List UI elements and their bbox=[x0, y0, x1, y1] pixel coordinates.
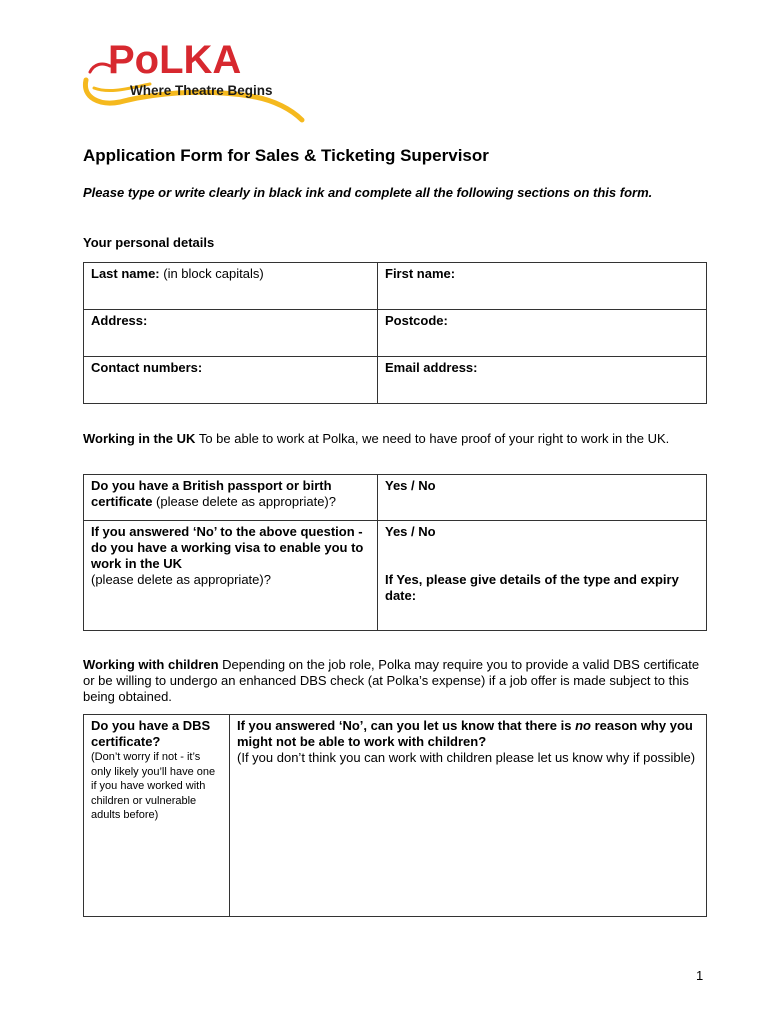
page-title: Application Form for Sales & Ticketing Supervisor bbox=[83, 146, 489, 165]
logo-tagline: Where Theatre Begins bbox=[130, 83, 273, 98]
dbs-question-note: (Don’t worry if not - it’s only likely you’ll have one if you have worked with children or vulnerable adults before) bbox=[91, 751, 216, 821]
first-name-field[interactable] bbox=[378, 263, 707, 310]
passport-yes-no: Yes / No bbox=[385, 478, 436, 493]
working-with-children-heading: Working with children bbox=[83, 657, 219, 672]
passport-question-note: (please delete as appropriate)? bbox=[152, 494, 336, 509]
visa-yes-no: Yes / No bbox=[385, 524, 436, 539]
address-field[interactable] bbox=[84, 310, 378, 357]
passport-answer-field[interactable] bbox=[378, 475, 707, 521]
logo-wordmark: PoLKA bbox=[108, 38, 242, 82]
personal-details-heading: Your personal details bbox=[83, 235, 215, 250]
first-name-label: First name: bbox=[385, 266, 456, 281]
passport-question: Do you have a British passport or birth certificate bbox=[91, 478, 332, 509]
dbs-table bbox=[83, 714, 707, 917]
working-with-children-text: Depending on the job role, Polka may require you to provide a valid DBS certificate or be willing to undergo an enhanced DBS check (at Polka’s expense) if a job offer is made subject to this being obtained. bbox=[83, 657, 700, 704]
reason-answer-field[interactable] bbox=[230, 715, 707, 917]
working-in-uk-heading: Working in the UK bbox=[83, 431, 196, 446]
last-name-note: (in block capitals) bbox=[159, 266, 264, 281]
visa-question-cell bbox=[84, 521, 378, 631]
reason-note: (If you don’t think you can work with children please let us know why if possible) bbox=[237, 750, 696, 765]
visa-question: If you answered ‘No’ to the above question - do you have a working visa to enable you to work in the UK bbox=[91, 524, 364, 571]
email-label: Email address: bbox=[385, 360, 478, 375]
personal-details-table bbox=[83, 262, 707, 404]
last-name-field[interactable] bbox=[84, 263, 378, 310]
address-label: Address: bbox=[91, 313, 148, 328]
visa-details-prompt: If Yes, please give details of the type and expiry date: bbox=[385, 572, 679, 603]
visa-question-note: (please delete as appropriate)? bbox=[91, 572, 271, 587]
dbs-question: Do you have a DBS certificate? bbox=[91, 718, 211, 749]
email-field[interactable] bbox=[378, 357, 707, 404]
reason-question: If you answered ‘No’, can you let us know that there is no reason why you might not be able to work with children? bbox=[237, 718, 693, 749]
right-to-work-table bbox=[83, 474, 707, 631]
last-name-label: Last name: bbox=[91, 266, 160, 281]
contact-numbers-label: Contact numbers: bbox=[91, 360, 203, 375]
polka-logo bbox=[80, 38, 310, 128]
postcode-label: Postcode: bbox=[385, 313, 448, 328]
visa-answer-field[interactable] bbox=[378, 521, 707, 631]
page-number: 1 bbox=[696, 968, 704, 983]
working-with-children-paragraph bbox=[83, 657, 708, 705]
instructions: Please type or write clearly in black ink and complete all the following sections on this form. bbox=[83, 185, 653, 200]
contact-numbers-field[interactable] bbox=[84, 357, 378, 404]
passport-question-cell bbox=[84, 475, 378, 521]
working-in-uk-text: To be able to work at Polka, we need to have proof of your right to work in the UK. bbox=[195, 431, 670, 446]
dbs-question-cell[interactable] bbox=[84, 715, 230, 917]
working-in-uk-paragraph bbox=[83, 431, 708, 447]
postcode-field[interactable] bbox=[378, 310, 707, 357]
